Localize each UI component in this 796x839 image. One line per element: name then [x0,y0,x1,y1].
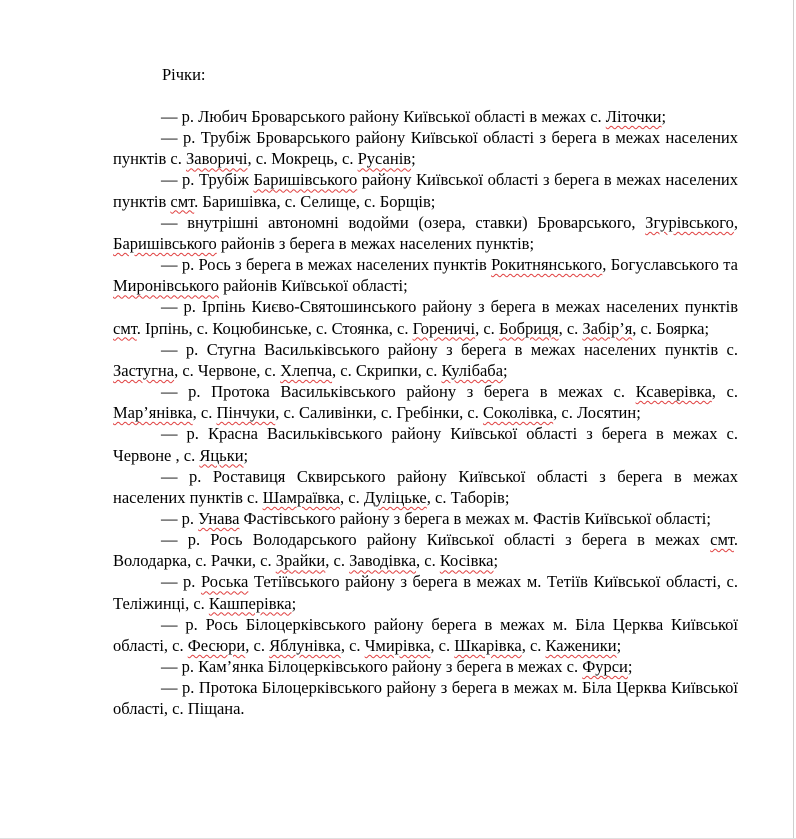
spellcheck-flagged-word: Русанів [357,149,412,169]
entry-text: , с. [558,318,583,338]
spellcheck-flagged-word: Кулібаба [441,360,504,380]
entry-text: — р. Кам’янка Білоцерківського району з берега в межах с. [161,657,583,677]
river-entry [113,423,738,465]
entry-text: — р. Трубіж Броварського району Київської області з берега в межах населених пунктів с. [113,128,738,169]
entry-text: , с. [325,551,350,571]
river-entry [113,656,738,677]
river-entry [113,296,738,338]
spellcheck-flagged-word: Мар’янівка [113,403,193,423]
entry-text: — р. Протока Васильківського району з берега в межах с. [161,382,636,402]
spellcheck-flagged-word: Літочки [605,107,662,126]
entry-text: ; [503,360,508,380]
page-right-border [793,0,794,839]
entry-text: , с. [245,635,270,655]
spellcheck-flagged-word: Гореничі [412,318,476,338]
entry-text: — р. Любич Броварського району Київської області в межах с. [161,107,606,126]
spellcheck-flagged-word: Соколівка [482,403,554,423]
entry-text: ; [493,551,499,571]
entry-text: , с. [416,551,440,571]
entry-text: — р. Красна Васильківського району Київської області з берега в межах с. Червоне , с. [113,424,738,465]
spellcheck-flagged-word: Унава [198,508,240,528]
entry-text: . Володарка, с. Рачки, с. [113,530,738,571]
entry-text: районів з берега в межах населених пунктів; [216,233,535,253]
spellcheck-flagged-word: Рокитнянського [491,255,603,275]
entry-text: Тетіївського району з берега в межах м. Тетіїв Київської області, с. Теліжинці, с. [113,572,738,613]
entry-text: — р. [161,572,201,592]
entry-text: ; [627,657,633,677]
river-entry [113,571,738,613]
entry-text: ; [661,107,667,126]
river-entry [113,254,738,296]
spellcheck-flagged-word: Фесюри [187,635,246,655]
entry-text: , [733,212,738,232]
entry-text: — р. Ірпінь Києво-Святошинського району з берега в межах населених пунктів [161,297,738,317]
spellcheck-flagged-word: Згурівського [645,212,734,232]
entry-text: , с. [192,403,217,423]
spellcheck-flagged-word: Миронівського [113,276,219,296]
spellcheck-flagged-word: Ксаверівка [635,382,712,402]
river-entry [113,508,738,529]
spellcheck-flagged-word: смт [113,318,137,338]
entry-text: . Баришівка, с. Селище, с. Борщів; [194,191,436,211]
entry-text: , с. Таборів; [426,487,510,507]
spellcheck-flagged-word: Хлепча [280,360,333,380]
entry-text: , с. Скрипки, с. [332,360,442,380]
entry-text: району Київської області з берега в межах населених пунктів [113,170,738,211]
river-entry [113,169,738,211]
spellcheck-flagged-word: Баришівського [113,233,217,253]
spellcheck-flagged-word: Косівка [439,551,494,571]
entry-text: ; [291,593,297,613]
entry-text: районів Київської області; [219,276,408,296]
entry-text: , с. Боярка; [632,318,710,338]
spellcheck-flagged-word: Дуліцьке [363,487,427,507]
entry-text: , с. [430,635,455,655]
spellcheck-flagged-word: Бобриця [498,318,559,338]
spellcheck-flagged-word: Кашперівка [208,593,292,613]
spellcheck-flagged-word: Каженики [545,635,617,655]
spellcheck-flagged-word: смт [170,191,195,211]
spellcheck-flagged-word: Зрайки [275,551,326,571]
entry-text: , с. [711,382,738,402]
spellcheck-flagged-word: Роська [200,572,249,592]
entry-text: , Богуславського та [602,255,738,275]
river-entry [113,127,738,169]
entry-text: , с. [475,318,499,338]
entry-text: , с. [340,487,364,507]
river-entry [113,339,738,381]
spellcheck-flagged-word: Баришівського [253,170,358,190]
spellcheck-flagged-word: Застугна [113,360,175,380]
entry-text: — р. Рось Володарського району Київської області з берега в межах [161,530,711,550]
spellcheck-flagged-word: Чмирівка [364,635,431,655]
entry-text: ; [243,445,249,465]
entry-text: — р. Стугна Васильківського району з берега в межах населених пунктів с. [161,339,738,359]
river-entry [113,466,738,508]
river-entry [113,677,738,719]
entry-text: , с. Лосятин; [553,403,641,423]
spellcheck-flagged-word: Яблунівка [269,635,341,655]
rivers-list [113,106,738,720]
spellcheck-flagged-word: смт [710,530,734,550]
entry-text: Фастівського району з берега в межах м. Фастів Київської області; [239,508,711,528]
spellcheck-flagged-word: Заводівка [349,551,417,571]
spellcheck-flagged-word: Шамраївка [262,487,341,507]
entry-text: — р. Рось Білоцерківського району берега в межах м. Біла Церква Київської області, с. [113,614,738,655]
river-entry [113,614,738,656]
river-entry [113,381,738,423]
spellcheck-flagged-word: Яцьки [199,445,244,465]
river-entry [113,106,738,127]
entry-text: , с. Саливінки, с. Гребінки, с. [275,403,483,423]
spellcheck-flagged-word: Забір’я [582,318,633,338]
river-entry [113,529,738,571]
entry-text: ; [411,149,416,169]
entry-text: , с. Мокрець, с. [247,149,358,169]
entry-text: ; [616,635,622,655]
spellcheck-flagged-word: Шкарівка [454,635,522,655]
spellcheck-flagged-word: Пінчуки [216,403,276,423]
entry-text: . Ірпінь, с. Коцюбинське, с. Стоянка, с. [136,318,413,338]
entry-text: — р. Рось з берега в межах населених пунктів [161,255,492,275]
entry-text: — р. [161,508,199,528]
entry-text: — внутрішні автономні водойми (озера, ставки) Броварського, [161,212,646,232]
spellcheck-flagged-word: Заворичі [186,149,248,169]
entry-text: — р. Трубіж [161,170,254,190]
entry-text: , с. Червоне, с. [174,360,281,380]
entry-text: — р. Протока Білоцерківського району з берега в межах м. Біла Церква Київської області, с. Піщана. [113,678,738,719]
section-heading: Річки: [162,65,206,84]
entry-text: — р. Роставиця Сквирського району Київської області з берега в межах населених пунктів с. [113,466,738,507]
river-entry [113,212,738,254]
entry-text: , с. [521,635,546,655]
spellcheck-flagged-word: Фурси [582,657,628,677]
entry-text: , с. [340,635,365,655]
